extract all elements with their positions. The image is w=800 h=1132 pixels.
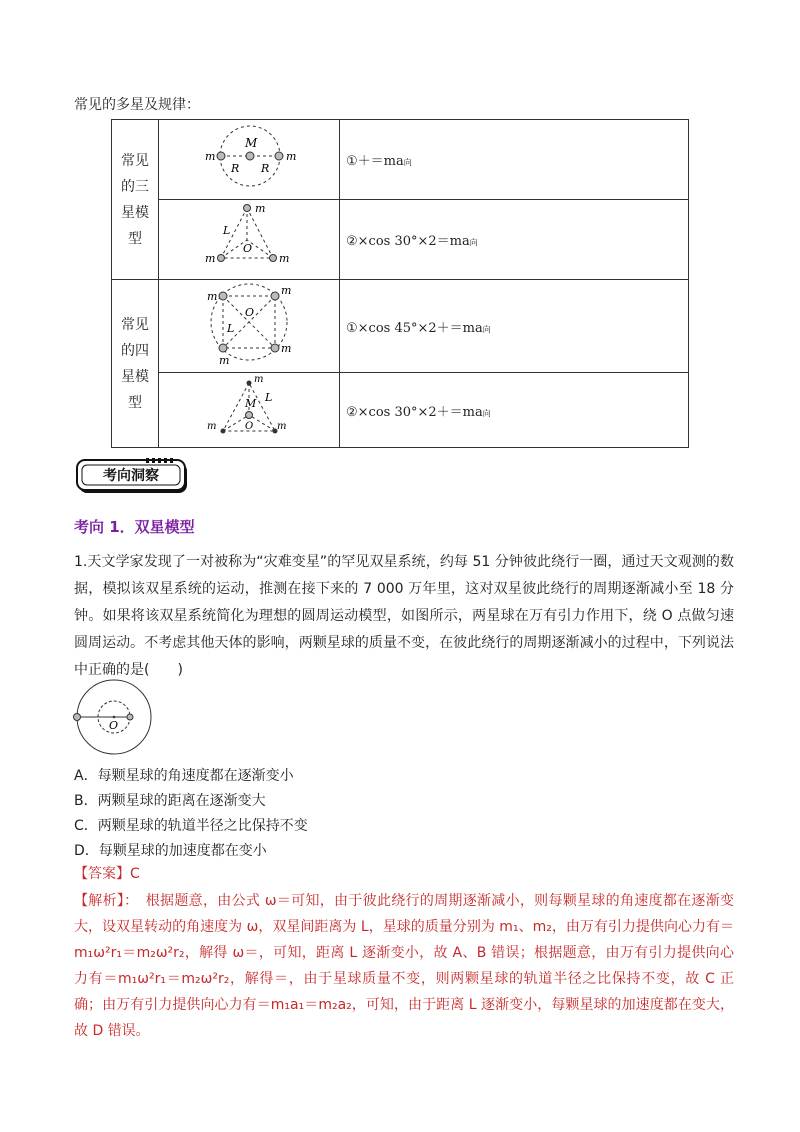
svg-text:L: L	[227, 322, 235, 335]
intro-text: 常见的多星及规律：	[74, 97, 200, 113]
svg-text:R: R	[231, 162, 240, 175]
multi-star-table	[111, 119, 689, 448]
svg-text:m: m	[281, 342, 292, 355]
svg-text:m: m	[255, 202, 266, 215]
svg-text:O: O	[243, 242, 253, 255]
svg-text:m: m	[281, 284, 292, 297]
svg-text:m: m	[207, 421, 217, 432]
four-star-square-diagram	[159, 280, 340, 373]
svg-text:m: m	[219, 354, 230, 367]
svg-text:m: m	[205, 252, 216, 265]
svg-text:O: O	[245, 421, 254, 432]
svg-text:M: M	[245, 397, 257, 410]
option-c: C．两颗星球的轨道半径之比保持不变	[74, 818, 308, 834]
svg-text:m: m	[279, 252, 290, 265]
three-star-linear-diagram	[159, 120, 340, 200]
section-title: 考向 1．双星模型	[74, 518, 195, 536]
binary-orbit-diagram	[70, 679, 160, 759]
svg-text:m: m	[277, 421, 287, 432]
svg-text:R: R	[261, 162, 270, 175]
three-star-triangle-diagram	[159, 200, 340, 280]
four-star-triangle-diagram	[159, 373, 340, 448]
section-badge	[76, 458, 191, 496]
question-text: 1.天文学家发现了一对被称为“灾难变星”的罕见双星系统，约每 51 分钟彼此绕行一圈，通过天文观测的数据，模拟该双星系统的运动，推测在接下来的 7 000 万年里，这对双星彼此绕行的周期逐渐减小至 18 分钟。如果将该双星系统简化为理想的圆周运动模型，如图所示，两星球在万有引力作用下，绕 O 点做匀速圆周运动。不考虑其他天体的影响，两颗星球的质量不变，在彼此绕行的周期逐渐减小的过程中，下列说法中正确的是( )	[74, 554, 734, 678]
svg-text:O: O	[109, 719, 119, 732]
formula-row-4: ②×cos 30°×2＋＝ma向	[340, 373, 689, 448]
svg-text:m: m	[205, 150, 216, 163]
svg-text:L: L	[223, 224, 231, 237]
four-star-label: 常见 的四 星模 型	[112, 280, 159, 448]
svg-text:M: M	[245, 136, 258, 150]
option-b: B．两颗星球的距离在逐渐变大	[74, 793, 266, 809]
svg-text:m: m	[207, 290, 218, 303]
svg-text:m: m	[254, 374, 264, 385]
option-a: A．每颗星球的角速度都在逐渐变小	[74, 768, 294, 784]
formula-row-1: ①＋＝ma向	[340, 120, 689, 200]
svg-text:L: L	[265, 391, 273, 404]
answer-text: 【答案】C	[74, 866, 140, 882]
option-d: D．每颗星球的加速度都在变小	[74, 843, 267, 859]
formula-row-3: ①×cos 45°×2＋＝ma向	[340, 280, 689, 373]
svg-text:m: m	[286, 150, 297, 163]
analysis-text: 【解析】： 根据题意，由公式 ω＝可知，由于彼此绕行的周期逐渐减小，则每颗星球的角速度都在逐渐变大，设双星转动的角速度为 ω，双星间距离为 L，星球的质量分别为 m₁、m₂，由万有引力提供向心力有＝m₁ω²r₁＝m₂ω²r₂，解得 ω＝，可知，距离 L 逐渐变小，故 A、B 错误；根据题意，由万有引力提供向心力有＝m₁ω²r₁＝m₂ω²r₂，解得＝，由于星球质量不变，则两颗星球的轨道半径之比保持不变，故 C 正确；由万有引力提供向心力有＝m₁a₁＝m₂a₂，可知，由于距离 L 逐渐变小，每颗星球的加速度都在变大，故 D 错误。	[74, 893, 734, 1039]
svg-text:考向洞察: 考向洞察	[103, 468, 159, 484]
formula-row-2: ②×cos 30°×2＝ma向	[340, 200, 689, 280]
three-star-label: 常见 的三 星模 型	[112, 120, 159, 280]
svg-text:O: O	[245, 306, 255, 319]
